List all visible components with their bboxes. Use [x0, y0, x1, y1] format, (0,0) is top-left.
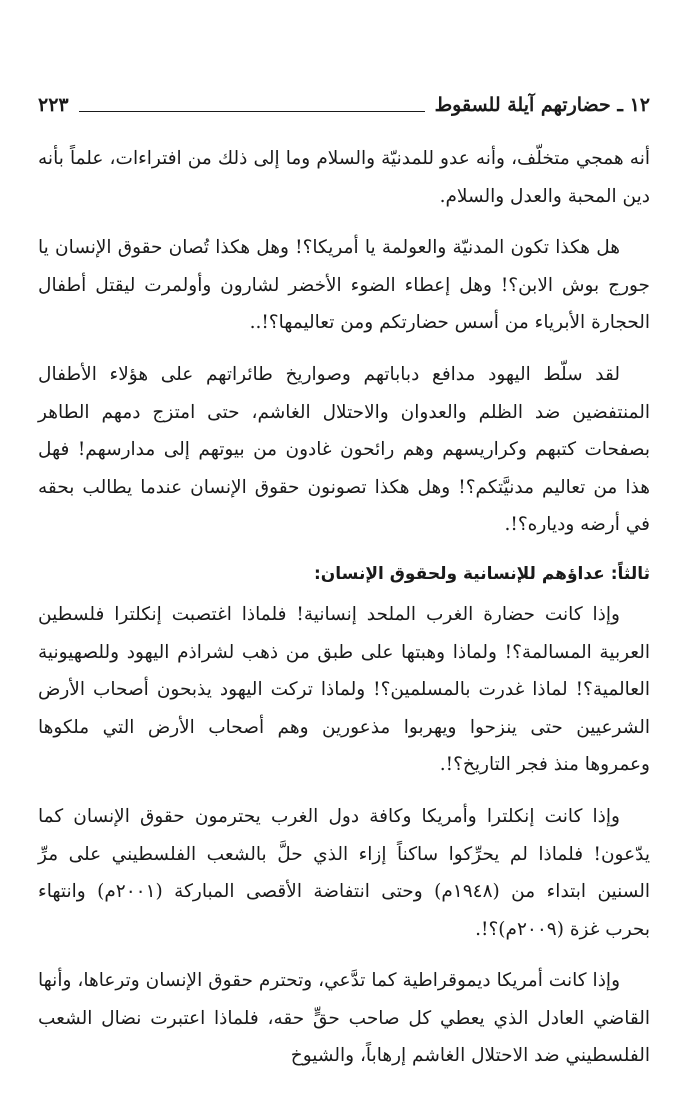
paragraph-1: أنه همجي متخلّف، وأنه عدو للمدنيّة والسلام وما إلى ذلك من افتراءات، علماً بأنه دين المحبة والعدل والسلام.	[38, 148, 650, 207]
header-rule	[79, 111, 425, 112]
paragraph-3: لقد سلّط اليهود مدافع دباباتهم وصواريخ طائراتهم على هؤلاء الأطفال المنتفضين ضد الظلم والعدوان والاحتلال الغاشم، حتى امتزج دمهم الطاهر بصفحات كتبهم وكراريسهم وهم رائحون غادون من بيوتهم إلى مدارسهم! فهل هذا من تعاليم مدنيَّتكم؟! وهل هكذا تصونون حقوق الإنسان عندما يطالب بحقه في أرضه ودياره؟!.	[38, 363, 650, 536]
running-header	[38, 88, 650, 118]
section-heading: ثالثاً: عداؤهم للإنسانية ولحقوق الإنسان:	[313, 563, 650, 584]
page-number: ٢٢٣	[38, 94, 69, 116]
chapter-title: ١٢ ـ حضارتهم آيلة للسقوط	[434, 94, 650, 116]
page-body	[38, 140, 650, 1089]
paragraph-2: هل هكذا تكون المدنيّة والعولمة يا أمريكا؟! وهل هكذا تُصان حقوق الإنسان يا جورج بوش الابن؟! وهل إعطاء الضوء الأخضر لشارون وأولمرت ليقتل أطفال الحجارة الأبرياء من أسس حضارتكم ومن تعاليمها؟!..	[38, 237, 650, 334]
paragraph-4: وإذا كانت حضارة الغرب الملحد إنسانية! فلماذا اغتصبت إنكلترا فلسطين العربية المسالمة؟! ولماذا وهبتها على طبق من ذهب لشراذم اليهود وللصهيونية العالمية؟! لماذا غدرت بالمسلمين؟! ولماذا تركت اليهود يذبحون أصحاب الأرض الشرعيين حتى ينزحوا ويهربوا مذعورين وهم أصحاب الأرض التي ملكوها وعمروها منذ فجر التاريخ؟!.	[38, 603, 650, 776]
paragraph-5: وإذا كانت إنكلترا وأمريكا وكافة دول الغرب يحترمون حقوق الإنسان كما يدّعون! فلماذا لم يحرِّكوا ساكناً إزاء الذي حلَّ بالشعب الفلسطيني على مرِّ السنين ابتداء من (١٩٤٨م) وحتى انتفاضة الأقصى المباركة (٢٠٠١م) وانتهاء بحرب غزة (٢٠٠٩م)؟!.	[38, 805, 650, 940]
paragraph-6: وإذا كانت أمريكا ديموقراطية كما تدَّعي، وتحترم حقوق الإنسان وترعاها، وأنها القاضي العادل الذي يعطي كل صاحب حقٍّ حقه، فلماذا اعتبرت نضال الشعب الفلسطيني ضد الاحتلال الغاشم إرهاباً، والشيوخ	[38, 970, 650, 1067]
